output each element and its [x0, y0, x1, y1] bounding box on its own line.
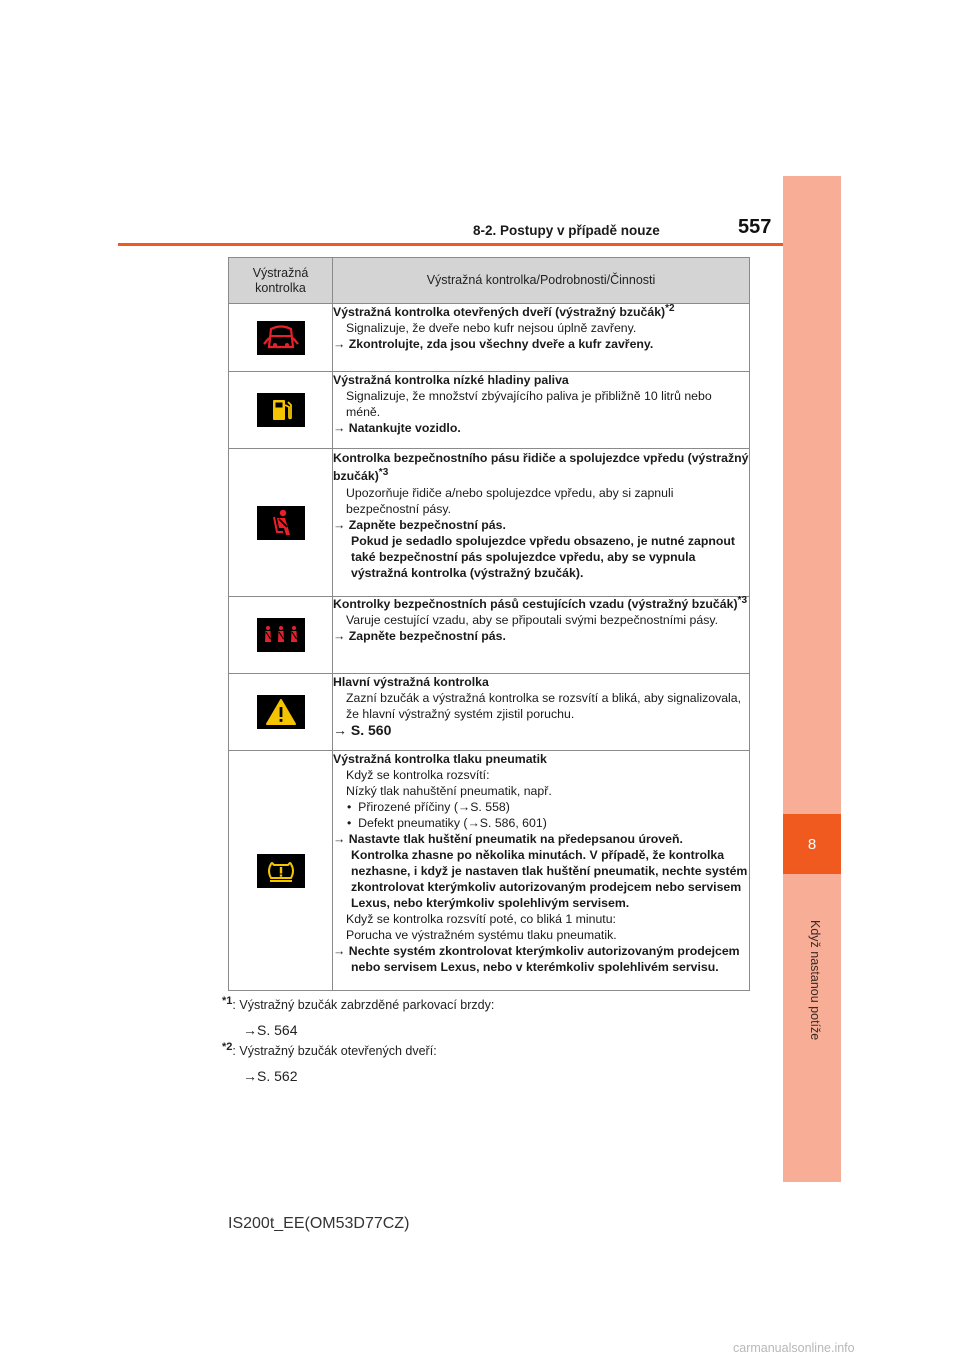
- arrow-icon: →: [333, 629, 349, 643]
- header-rule: [118, 243, 783, 246]
- tire-pressure-warning-icon: [257, 854, 305, 888]
- footnote-2-ref: →S. 562: [243, 1068, 298, 1084]
- table-row: [229, 597, 750, 674]
- row-title: Hlavní výstražná kontrolka: [333, 675, 489, 689]
- bullet-icon: •: [347, 816, 359, 830]
- row-title: Kontrolka bezpečnostního pásu řidiče a spolujezdce vpředu (výstražný bzučák): [333, 451, 749, 483]
- table-header-row: [229, 258, 750, 304]
- section-title: 8-2. Postupy v případě nouze: [473, 223, 660, 238]
- column-header-light: Výstražná kontrolka: [229, 258, 333, 304]
- row-text: Signalizuje, že dveře nebo kufr nejsou úplně zavřeny.: [346, 321, 637, 335]
- watermark: carmanualsonline.info: [733, 1341, 855, 1355]
- row-title: Kontrolky bezpečnostních pásů cestujících vzadu (výstražný bzučák): [333, 597, 738, 611]
- row-text: Když se kontrolka rozsvítí:: [346, 768, 490, 782]
- bullet-icon: •: [347, 800, 359, 814]
- row-title: Výstražná kontrolka otevřených dveří (výstražný bzučák): [333, 305, 666, 319]
- table-row: [229, 372, 750, 449]
- master-warning-icon: [257, 695, 305, 729]
- column-header-details: Výstražná kontrolka/Podrobnosti/Činnosti: [333, 258, 750, 304]
- row-bullet: Přirozené příčiny (→S. 558): [358, 800, 510, 814]
- row-text: Zazní bzučák a výstražná kontrolka se rozsvítí a bliká, aby signalizovala, že hlavní výstražný systém zjistil poruchu.: [346, 691, 742, 721]
- footnote-ref: *3: [737, 594, 747, 606]
- footnote-1-ref: →S. 564: [243, 1022, 298, 1038]
- row-action-note: Pokud je sedadlo spolujezdce vpředu obsazeno, je nutné zapnout také bezpečnostní pás spolujezdce vpředu, aby se vypnula výstražná kontrolka (výstražný bzučák).: [351, 534, 735, 580]
- footnote-2: $^{*2}$: Výstražný bzučák otevřených dveří:: [222, 1040, 437, 1058]
- arrow-icon: →: [333, 944, 349, 958]
- page-number: 557: [738, 216, 772, 238]
- rear-seatbelt-warning-icon: [257, 618, 305, 652]
- door-open-warning-icon: [257, 321, 305, 355]
- low-fuel-icon: [257, 393, 305, 427]
- row-action: Zapněte bezpečnostní pás.: [348, 518, 506, 532]
- row-text: Signalizuje, že množství zbývajícího paliva je přibližně 10 litrů nebo méně.: [346, 389, 712, 419]
- row-title: Výstražná kontrolka tlaku pneumatik: [333, 752, 547, 766]
- row-text: Porucha ve výstražném systému tlaku pneumatik.: [346, 928, 617, 942]
- row-action-note: Kontrolka zhasne po několika minutách. V případě, že kontrolka nezhasne, i když je nastaven tlak huštění pneumatik, nechte systém zkontrolovat kterýmkoliv autorizovaným prodejcem nebo servisem Lexus, nebo kterýmkoliv spolehlivým servisem.: [351, 848, 748, 910]
- table-row: [229, 304, 750, 372]
- row-action: Zapněte bezpečnostní pás.: [348, 629, 506, 643]
- arrow-icon: →: [333, 337, 349, 351]
- row-text: Nízký tlak nahuštění pneumatik, např.: [346, 784, 552, 798]
- footnote-ref: *3: [378, 466, 389, 478]
- row-text: Když se kontrolka rozsvítí poté, co bliká 1 minutu:: [346, 912, 616, 926]
- row-action: Nechte systém zkontrolovat kterýmkoliv autorizovaným prodejcem nebo servisem Lexus, nebo v kterémkoliv spolehlivém servisu.: [348, 944, 740, 974]
- row-bullet: Defekt pneumatiky (→S. 586, 601): [358, 816, 547, 830]
- warning-lights-table: [228, 257, 750, 991]
- row-action: Nastavte tlak huštění pneumatik na předepsanou úroveň.: [348, 832, 683, 846]
- table-row: [229, 449, 750, 597]
- row-text: Varuje cestující vzadu, aby se připoutali svými bezpečnostními pásy.: [346, 613, 719, 627]
- table-row: [229, 751, 750, 991]
- arrow-icon: →: [333, 722, 351, 738]
- arrow-icon: →: [333, 421, 349, 435]
- footnote-1: $^{*1}$: Výstražný bzučák zabrzděné parkovací brzdy:: [222, 994, 495, 1012]
- arrow-icon: →: [333, 518, 349, 532]
- row-action: Natankujte vozidlo.: [348, 421, 461, 435]
- manual-code: IS200t_EE(OM53D77CZ): [228, 1215, 410, 1232]
- seatbelt-warning-icon: [257, 506, 305, 540]
- row-title: Výstražná kontrolka nízké hladiny paliva: [333, 373, 569, 387]
- chapter-title: Když nastanou potíže: [808, 920, 822, 1041]
- row-action: Zkontrolujte, zda jsou všechny dveře a kufr zavřeny.: [348, 337, 654, 351]
- row-text: Upozorňuje řidiče a/nebo spolujezdce vpředu, aby si zapnuli bezpečnostní pásy.: [346, 486, 674, 516]
- chapter-number: 8: [783, 814, 841, 874]
- table-row: [229, 674, 750, 751]
- page-reference: S. 560: [350, 722, 392, 738]
- arrow-icon: →: [333, 832, 349, 846]
- footnote-ref: *2: [665, 302, 675, 314]
